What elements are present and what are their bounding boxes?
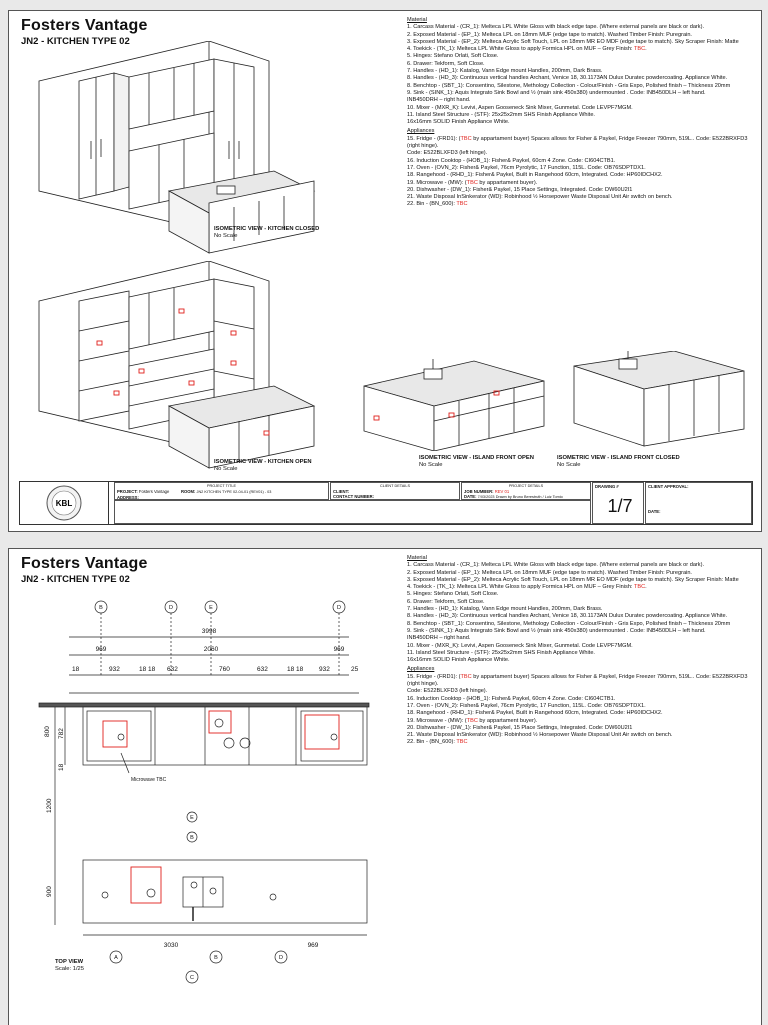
grid-marker: D [337,605,341,611]
room-label: ROOM: [180,489,196,494]
view-title: ISOMETRIC VIEW - ISLAND FRONT CLOSED [557,455,680,461]
appliance-item: 19. Microwave - (MW): (TBC by appartament buyer). [407,717,538,724]
material-item: 1. Carcass Material - (CR_1): Melteca LPL White Gloss with black edge tape. (Where external panels are black or dark). [407,562,705,569]
view-scale: Scale: 1/25 [55,966,85,972]
material-item: 8. Handles - (HD_3): Continuous vertical handles Archant, Venice 18, 30.1173AN Dulux Duratec powdercoating. Appliance White. [407,613,728,620]
appliance-item: 20. Dishwasher - (DW_1): Fisher& Paykel, 15 Place Settings, Integrated. Code: DW60U2I1 [407,186,633,193]
view-scale: No Scale [214,466,238,472]
view-scale: No Scale [214,233,238,239]
project-details-cell [461,482,591,500]
appliance-item: 17. Oven - (OVN_2): Fisher& Paykel, 76cm Pyrolytic, 17 Function, 115L. Code: OB76SDPTDX1. [407,702,646,709]
isometric-island-closed-drawing [564,351,754,451]
project-title-heading: PROJECT TITLE [207,484,236,488]
grid-marker: D [279,955,283,961]
notes-cell [114,500,591,524]
project-details-heading: PROJECT DETAILS [508,484,544,488]
appliance-item: 19. Microwave - (MW): (TBC by appartament buyer). [407,179,538,186]
dim-969c: 969 [307,942,319,949]
dim-18c: 18 [58,763,65,771]
top-view-plan-drawing [9,575,409,995]
view-label-island-closed [557,455,680,469]
project-label: PROJECT: [117,489,138,494]
appliances-heading: Appliances [407,666,435,673]
material-item: INB450DRH – right hand. [407,97,471,104]
tbc-flag: TBC [456,739,468,746]
appliance-item: 21. Waste Disposal InSinkerator (WD): Robinhood ½ Horsepower Waste Disposal Unit Air switch on bench. [407,194,673,201]
tbc-flag: TBC [460,673,472,680]
dim-3030: 3030 [163,942,179,949]
material-item: 8. Handles - (HD_3): Continuous vertical handles Archant, Venice 18, 30.1173AN Dulux Duratec powdercoating. Appliance White. [407,75,728,82]
material-item: 1. Carcass Material - (CR_1): Melteca LPL White Gloss with black edge tape. (Where external panels are black or dark). [407,24,705,31]
dim-632a: 632 [167,666,178,673]
tbc-flag: TBC [456,201,468,208]
dim-1818a: 18 18 [139,666,156,673]
isometric-island-open-drawing [354,351,554,451]
address-label: ADDRESS: [117,495,139,500]
appliance-item: 15. Fridge - (FRD1): (TBC by appartament buyer) Spaces allows for Fisher & Paykel, Fridge Freezer 790mm, 519L.. Code: E522BRXFD3 (right hinge). [407,673,748,688]
material-item: 10. Mixer - (MXR_K): Levivi, Aspen Gooseneck Sink Mixer, Gunmetal. Code LEVPF7MGM. [407,104,633,111]
appliance-item: Code: E522BLXFD3 (left hinge). [407,688,488,695]
appliance-item: 18. Rangehood - (RHD_1): Fisher& Paykel, Built in Rangehood 60cm, Integrated. Code: HP60IDCHX2. [407,172,663,179]
appliance-item: 21. Waste Disposal InSinkerator (WD): Robinhood ½ Horsepower Waste Disposal Unit Air switch on bench. [407,732,673,739]
material-item: 7. Handles - (HD_1): Katalog, Vann Edge mount Handles, 200mm, Dark Brass. [407,606,603,613]
microwave-note: Microwave TBC [131,777,167,783]
material-item: 2. Exposed Material - (EP_1): Melteca LPL on 18mm MUF (edge tape to match). Washed Timber Finish: Puregrain. [407,569,692,576]
appliance-item: 17. Oven - (OVN_2): Fisher& Paykel, 76cm Pyrolytic, 17 Function, 115L. Code: OB76SDPTDX1. [407,164,646,171]
client-label: CLIENT: [333,489,350,494]
room-value: JN2 KITCHEN TYPE 02-04-01 (REV01) - 03 [196,490,272,494]
svg-text:KBL: KBL [55,499,73,508]
specification-notes [407,17,751,209]
appliance-item: 18. Rangehood - (RHD_1): Fisher& Paykel, Built in Rangehood 60cm, Integrated. Code: HP60IDCHX2. [407,710,663,717]
view-label-island-open [419,455,534,469]
material-item: 10. Mixer - (MXR_K): Levivi, Aspen Gooseneck Sink Mixer, Gunmetal. Code LEVPF7MGM. [407,642,633,649]
tbc-flag: TBC [466,179,478,186]
appliance-item: 16. Induction Cooktop - (HOB_1): Fisher& Paykel, 60cm 4 Zone. Code: CI604CTB1. [407,157,616,164]
appliance-item: 16. Induction Cooktop - (HOB_1): Fisher& Paykel, 60cm 4 Zone. Code: CI604CTB1. [407,695,616,702]
project-title: Fosters Vantage [21,555,148,572]
client-details-cell [330,482,460,500]
tbc-flag: TBC [633,584,646,591]
dim-760: 760 [219,666,230,673]
dim-18a: 18 [72,666,80,673]
material-item: 9. Sink - (SINK_1): Aquis Integrato Sink Bowl and ½ (main sink 450x380) undermounted . Code: INB450DLH – left hand. [407,89,706,96]
client-details-heading: CLIENT DETAILS [379,484,411,488]
view-label-open [214,459,312,473]
material-item: INB450DRH – right hand. [407,635,471,642]
material-item: 6. Drawer: Tekform, Soft Close. [407,598,485,605]
view-title: ISOMETRIC VIEW - KITCHEN OPEN [214,459,312,465]
material-item: 11. Island Steel Structure - (STF): 25x25x2mm SHS Finish Appliance White. [407,649,595,656]
tbc-flag: TBC [460,135,472,142]
drawing-sheet-1 [8,10,762,532]
dim-900: 900 [46,886,53,897]
appliance-item: 22. Bin - (BN_600): TBC [407,739,468,746]
drawing-sheet-2 [8,548,762,1025]
grid-marker: B [99,605,103,611]
isometric-kitchen-open-drawing [19,261,349,476]
client-approval-label: CLIENT APPROVAL: [648,484,689,489]
material-item: 4. Toekick - (TK_1): Melteca LPL White Gloss to apply Formica HPL on MUF – Grey Finish: TBC. [407,584,647,591]
view-label-closed [214,226,319,240]
contact-label: CONTACT NUMBER: [333,494,375,499]
view-scale: No Scale [419,462,443,468]
client-approval-cell [645,482,752,524]
material-item: 2. Exposed Material - (EP_1): Melteca LPL on 18mm MUF (edge tape to match). Washed Timber Finish: Puregrain. [407,31,692,38]
material-item: 8. Benchtop - (SBT_1): Consentino, Silestone, Methology Collection - Colour/Finish - Gris Expo, Polished finish – Thickness 20mm [407,82,731,89]
material-item: 6. Drawer: Tekform, Soft Close. [407,60,485,67]
view-scale: No Scale [557,462,581,468]
material-item: 9. Sink - (SINK_1): Aquis Integrato Sink Bowl and ½ (main sink 450x380) undermounted . Code: INB450DLH – left hand. [407,627,706,634]
dim-2060: 2060 [203,646,219,653]
grid-marker: E [209,605,213,611]
view-title: ISOMETRIC VIEW - ISLAND FRONT OPEN [419,455,534,461]
dim-overall: 3998 [201,628,217,635]
tbc-flag: TBC [633,46,646,53]
dim-800: 800 [44,726,51,737]
appliance-item: 20. Dishwasher - (DW_1): Fisher& Paykel, 15 Place Settings, Integrated. Code: DW60U2I1 [407,724,633,731]
date-label: DATE: [464,494,477,499]
material-item: 5. Hinges: Stefano Orlati, Soft Close. [407,53,499,60]
appliance-item: 22. Bin - (BN_600): TBC [407,201,468,208]
grid-marker: B [190,835,194,841]
kbl-logo-icon [20,482,108,524]
grid-marker: D [169,605,173,611]
date-value: 7/03/2023 [477,495,495,499]
dim-632b: 632 [257,666,268,673]
material-item: 16x16mm SOLID Finish Appliance White. [407,119,510,126]
dim-1818b: 18 18 [287,666,304,673]
kitchen-type-title: JN2 - KITCHEN TYPE 02 [21,36,130,47]
dim-932b: 932 [319,666,330,673]
approval-date-label: DATE: [648,509,661,514]
material-heading: Material [407,555,427,561]
job-number-value: REV 01 [494,489,510,494]
project-title: Fosters Vantage [21,17,148,34]
dim-1200: 1200 [46,798,53,813]
dim-25: 25 [351,666,359,673]
tbc-flag: TBC [466,717,478,724]
drawing-number-value: 1/7 [607,496,633,516]
dim-782: 782 [58,728,65,739]
view-label-top [55,959,84,973]
material-item: 11. Island Steel Structure - (STF): 25x25x2mm SHS Finish Appliance White. [407,111,595,118]
dim-932a: 932 [109,666,120,673]
appliance-item: 15. Fridge - (FRD1): (TBC by appartament buyer) Spaces allows for Fisher & Paykel, Fridge Freezer 790mm, 519L.. Code: E522BRXFD3 (right hinge). [407,135,748,150]
kitchen-type-title: JN2 - KITCHEN TYPE 02 [21,574,130,585]
drawn-by: Drawn by Bruno Berestruth / Luiz Tomio [495,495,563,499]
material-item: 5. Hinges: Stefano Orlati, Soft Close. [407,591,499,598]
material-item: 3. Exposed Material - (EP_2): Melteca Acrylic Soft Touch, LPL on 18mm MR EO MDF (edge tape to match). Sky Scraper Finish: Matte [407,38,739,45]
grid-marker: E [190,815,194,821]
drawing-number-label: DRAWING # [595,484,619,489]
specification-notes [407,555,751,747]
material-heading: Material [407,17,427,23]
dim-969a: 969 [95,646,107,653]
grid-marker: B [214,955,218,961]
material-item: 3. Exposed Material - (EP_2): Melteca Acrylic Soft Touch, LPL on 18mm MR EO MDF (edge tape to match). Sky Scraper Finish: Matte [407,576,739,583]
appliances-heading: Appliances [407,128,435,135]
project-title-cell [114,482,329,500]
material-item: 8. Benchtop - (SBT_1): Consentino, Silestone, Methology Collection - Colour/Finish - Gris Expo, Polished finish – Thickness 20mm [407,620,731,627]
title-block [19,481,753,525]
project-value: Fosters Vantage [138,489,170,494]
material-item: 4. Toekick - (TK_1): Melteca LPL White Gloss to apply Formica HPL on MUF – Grey Finish: TBC. [407,46,647,53]
grid-marker: A [114,955,118,961]
company-logo [20,482,109,524]
material-item: 16x16mm SOLID Finish Appliance White. [407,657,510,664]
dim-969b: 969 [333,646,345,653]
grid-marker: C [190,975,194,981]
view-title: TOP VIEW [55,959,84,965]
view-title: ISOMETRIC VIEW - KITCHEN CLOSED [214,226,320,232]
material-item: 7. Handles - (HD_1): Katalog, Vann Edge mount Handles, 200mm, Dark Brass. [407,68,603,75]
job-number-label: JOB NUMBER: [464,489,494,494]
appliance-item: Code: E522BLXFD3 (left hinge). [407,150,488,157]
